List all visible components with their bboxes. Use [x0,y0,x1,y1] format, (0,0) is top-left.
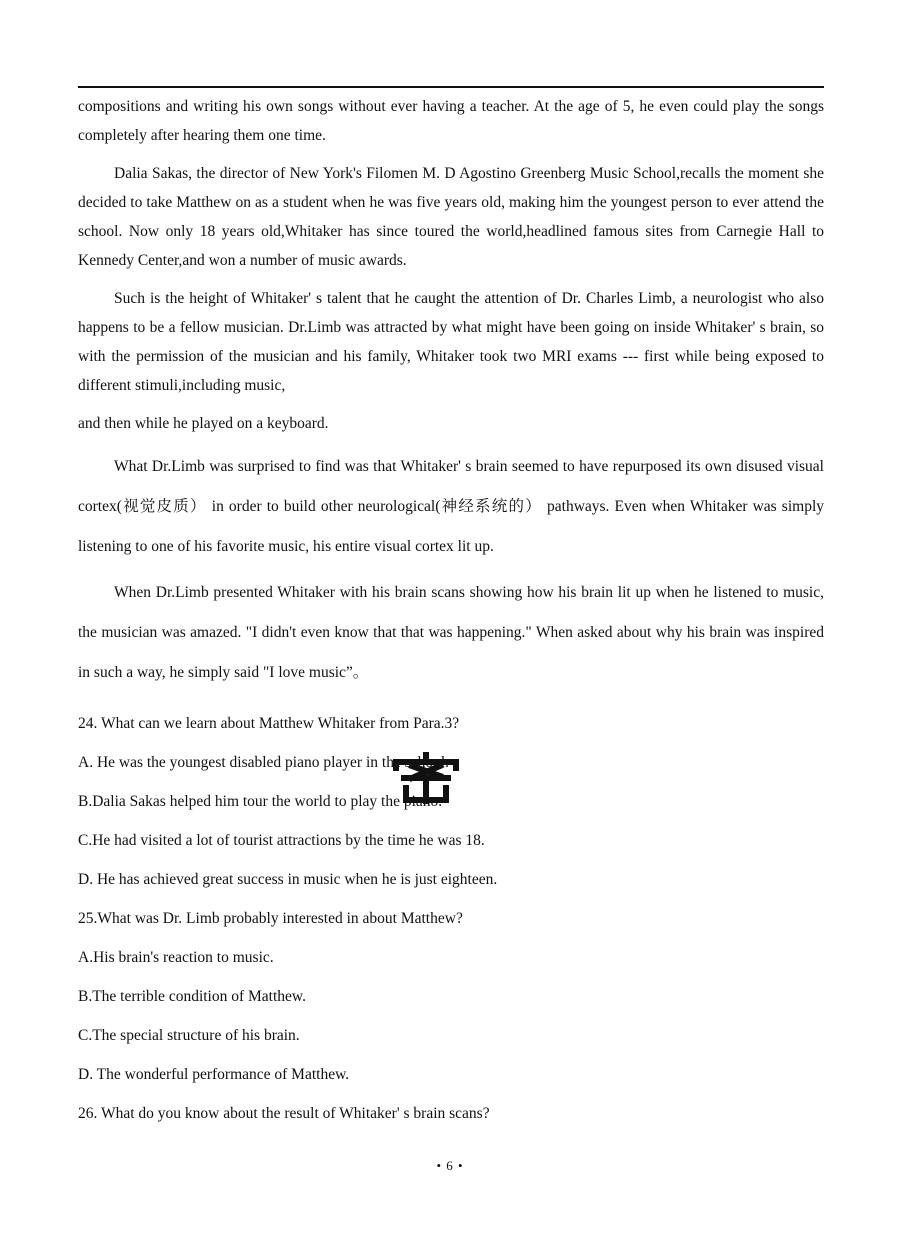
question-24-option-c: C.He had visited a lot of tourist attractions by the time he was 18. [78,832,485,849]
question-25-option-a: A.His brain's reaction to music. [78,949,274,966]
page-number: • 6 • [436,1158,464,1173]
paragraph-5: When Dr.Limb presented Whitaker with his brain scans showing how his brain lit up when he listened to music, the musician was amazed. "I didn't even know that that was happening." When asked about why his brain was inspired in such a way, he simply said "I love music”。 [78,584,824,681]
watermark-strokes [396,754,456,802]
question-25-stem: 25.What was Dr. Limb probably interested in about Matthew? [78,910,463,927]
paragraph-2: Dalia Sakas, the director of New York's Filomen M. D Agostino Greenberg Music School,recalls the moment she decided to take Matthew on as a student when he was five years old, making him the youngest person to ever attend the school. Now only 18 years old,Whitaker has since toured the world,headlined famous sites from Carnegie Hall to Kennedy Center,and won a number of music awards. [78,165,824,269]
paragraph-3: Such is the height of Whitaker' s talent that he caught the attention of Dr. Charles Limb, a neurologist who also happens to be a fellow musician. Dr.Limb was attracted by what might have been going on inside Whitaker' s brain, so with the permission of the musician and his family, Whitaker took two MRI exams --- first while being exposed to different stimuli,including music, [78,290,824,394]
question-24-option-b: B.Dalia Sakas helped him tour the world to play the piano. [78,793,443,810]
question-25-option-b: B.The terrible condition of Matthew. [78,988,306,1005]
paragraph-4: What Dr.Limb was surprised to find was that Whitaker' s brain seemed to have repurposed its own disused visual cortex(视觉皮质） in order to build other neurological(神经系统的） pathways. Even when Whitaker was simply listening to one of his favorite music, his entire visual cortex lit up. [78,458,824,555]
paragraph-3-continued: and then while he played on a keyboard. [78,415,329,432]
top-rule [78,86,824,88]
question-24-stem: 24. What can we learn about Matthew Whitaker from Para.3? [78,715,460,732]
question-26-stem: 26. What do you know about the result of Whitaker' s brain scans? [78,1105,490,1122]
question-24-option-d: D. He has achieved great success in music when he is just eighteen. [78,871,498,888]
question-25-option-d: D. The wonderful performance of Matthew. [78,1066,350,1083]
paragraph-1: compositions and writing his own songs without ever having a teacher. At the age of 5, he even could play the songs completely after hearing them one time. [78,98,824,144]
question-24-option-a: A. He was the youngest disabled piano player in the school. [78,754,450,771]
watermark-stroke [396,762,456,768]
question-25-option-c: C.The special structure of his brain. [78,1027,300,1044]
document-body [78,92,824,1138]
secret-watermark-icon [388,752,464,804]
